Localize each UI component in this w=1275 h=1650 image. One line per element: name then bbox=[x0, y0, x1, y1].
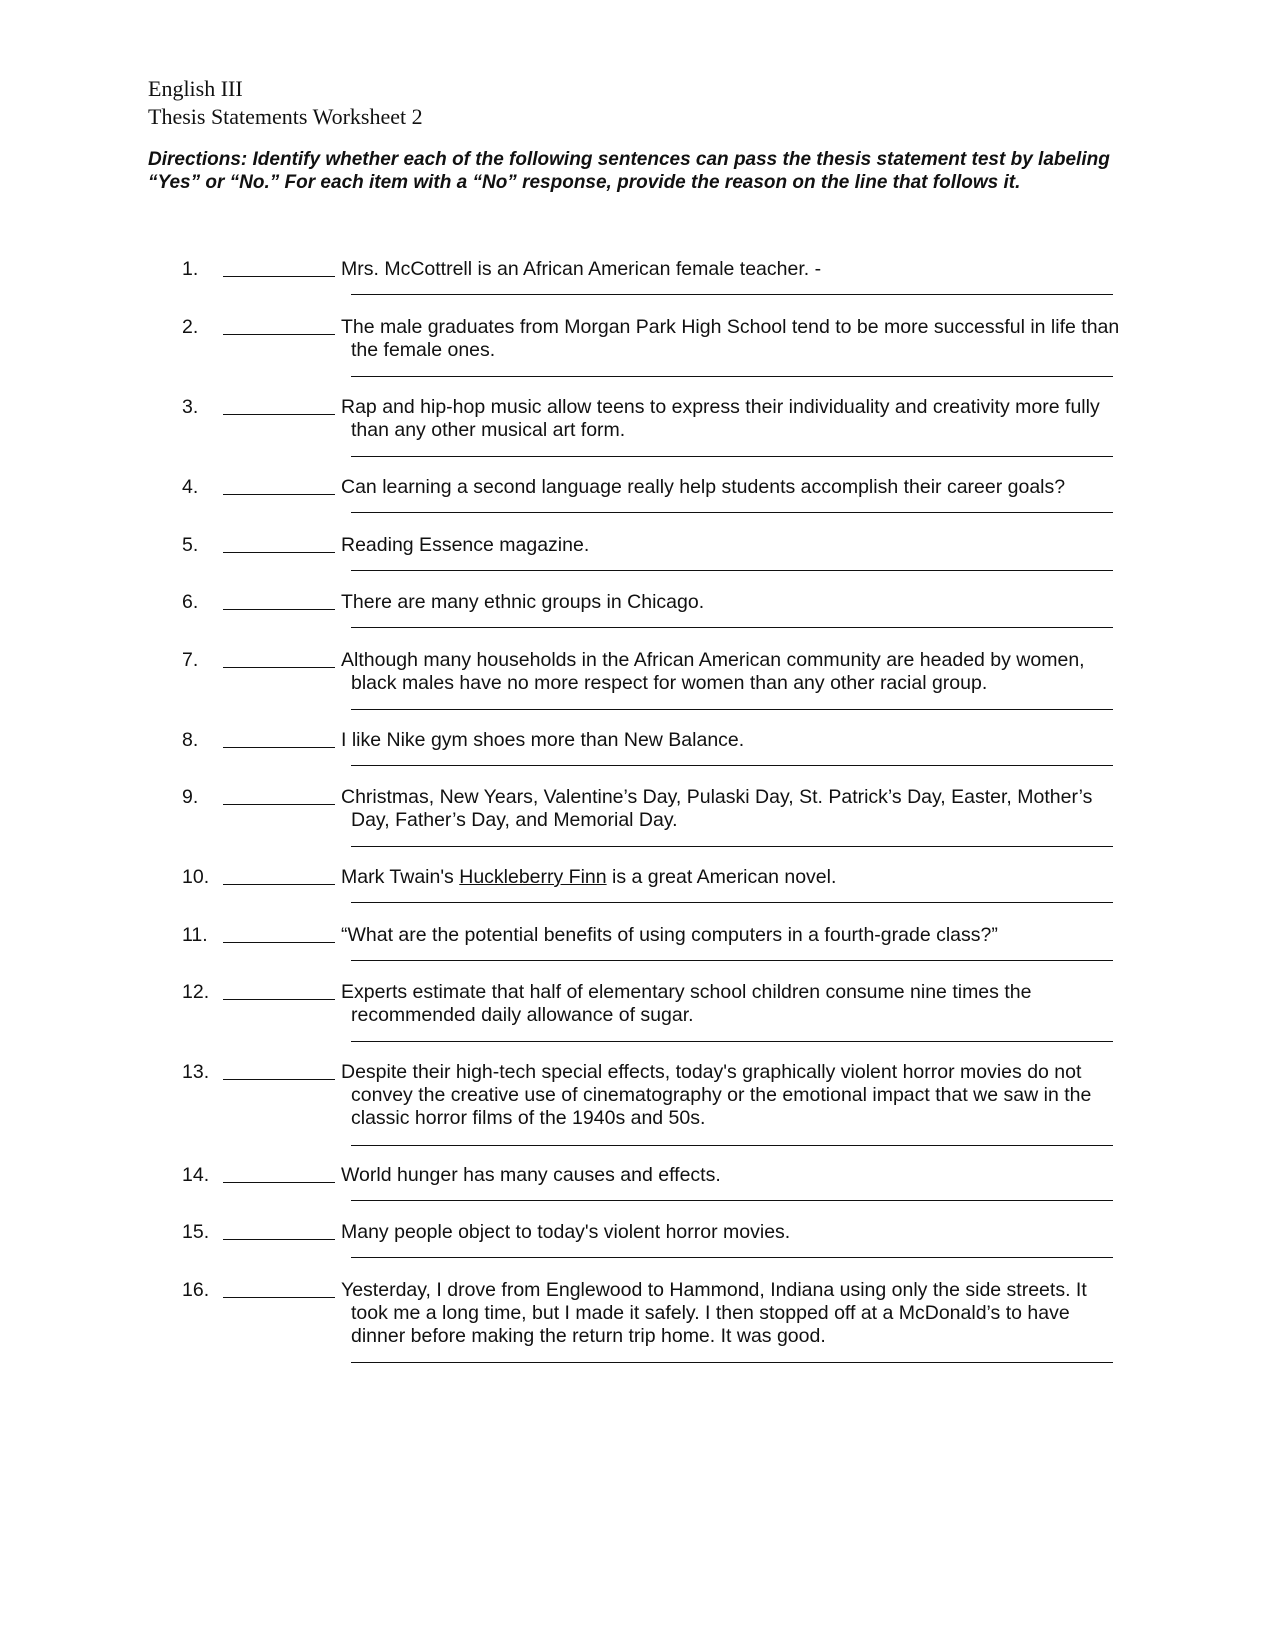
reason-line[interactable] bbox=[351, 709, 1113, 710]
answer-blank[interactable] bbox=[223, 747, 335, 748]
question-text bbox=[341, 866, 1126, 889]
question-text: I like Nike gym shoes more than New Balance. bbox=[341, 729, 745, 751]
answer-blank[interactable] bbox=[223, 276, 335, 277]
question-text: Christmas, New Years, Valentine’s Day, Pulaski Day, St. Patrick’s Day, Easter, Mother’s Day, Father’s Day, and Memorial Day. bbox=[341, 786, 1093, 831]
question-text: The male graduates from Morgan Park High School tend to be more successful in life than the female ones. bbox=[341, 316, 1120, 361]
question-number: 14. bbox=[182, 1164, 210, 1186]
answer-blank[interactable] bbox=[223, 1239, 335, 1240]
question-number: 5. bbox=[182, 534, 199, 556]
question-number: 13. bbox=[182, 1061, 210, 1083]
question-text: Can learning a second language really help students accomplish their career goals? bbox=[341, 476, 1066, 498]
directions: Directions: Identify whether each of the following sentences can pass the thesis statement test by labeling “Yes” or “No.” For each item with a “No” response, provide the reason on the line that follows it. bbox=[148, 149, 1110, 193]
question-number: 12. bbox=[182, 981, 210, 1003]
question-number: 3. bbox=[182, 396, 199, 418]
question-number: 11. bbox=[182, 924, 208, 946]
question-text: “What are the potential benefits of using computers in a fourth-grade class?” bbox=[341, 924, 998, 946]
question-text: Many people object to today's violent horror movies. bbox=[341, 1221, 791, 1243]
book-title: Huckleberry Finn bbox=[459, 866, 607, 888]
question-number: 6. bbox=[182, 591, 199, 613]
answer-blank[interactable] bbox=[223, 942, 335, 943]
reason-line[interactable] bbox=[351, 1200, 1113, 1201]
reason-line[interactable] bbox=[351, 456, 1113, 457]
question-text: Despite their high-tech special effects, today's graphically violent horror movies do not convey the creative use of cinematography or the emotional impact that we saw in the classic horror films of the 1940s and 50s. bbox=[341, 1061, 1092, 1129]
answer-blank[interactable] bbox=[223, 1182, 335, 1183]
reason-line[interactable] bbox=[351, 512, 1113, 513]
answer-blank[interactable] bbox=[223, 884, 335, 885]
question-number: 2. bbox=[182, 316, 199, 338]
reason-line[interactable] bbox=[351, 1362, 1113, 1363]
reason-line[interactable] bbox=[351, 294, 1113, 295]
reason-line[interactable] bbox=[351, 765, 1113, 766]
answer-blank[interactable] bbox=[223, 1079, 335, 1080]
question-text: World hunger has many causes and effects. bbox=[341, 1164, 721, 1186]
course-title: English III bbox=[148, 76, 243, 101]
question-number: 4. bbox=[182, 476, 199, 498]
question-text-start: Mark Twain's bbox=[341, 866, 460, 888]
reason-line[interactable] bbox=[351, 960, 1113, 961]
answer-blank[interactable] bbox=[223, 999, 335, 1000]
reason-line[interactable] bbox=[351, 846, 1113, 847]
answer-blank[interactable] bbox=[223, 334, 335, 335]
reason-line[interactable] bbox=[351, 570, 1113, 571]
question-text: Experts estimate that half of elementary school children consume nine times the recommended daily allowance of sugar. bbox=[341, 981, 1032, 1026]
question-number: 1. bbox=[182, 258, 199, 280]
question-text: Mrs. McCottrell is an African American female teacher. - bbox=[341, 258, 822, 280]
reason-line[interactable] bbox=[351, 902, 1113, 903]
answer-blank[interactable] bbox=[223, 494, 335, 495]
answer-blank[interactable] bbox=[223, 414, 335, 415]
question-number: 9. bbox=[182, 786, 199, 808]
reason-line[interactable] bbox=[351, 376, 1113, 377]
question-text: Rap and hip-hop music allow teens to express their individuality and creativity more fully than any other musical art form. bbox=[341, 396, 1100, 441]
reason-line[interactable] bbox=[351, 1257, 1113, 1258]
question-text: Yesterday, I drove from Englewood to Hammond, Indiana using only the side streets. It took me a long time, but I made it safely. I then stopped off at a McDonald’s to have dinner before making the return trip home. It was good. bbox=[341, 1279, 1087, 1347]
reason-line[interactable] bbox=[351, 627, 1113, 628]
answer-blank[interactable] bbox=[223, 667, 335, 668]
question-number: 8. bbox=[182, 729, 199, 751]
reason-line[interactable] bbox=[351, 1145, 1113, 1146]
question-text: There are many ethnic groups in Chicago. bbox=[341, 591, 705, 613]
question-number: 15. bbox=[182, 1221, 210, 1243]
question-text: Reading Essence magazine. bbox=[341, 534, 590, 556]
question-number: 7. bbox=[182, 649, 199, 671]
answer-blank[interactable] bbox=[223, 1297, 335, 1298]
question-number: 16. bbox=[182, 1279, 210, 1301]
question-text: Although many households in the African American community are headed by women, black males have no more respect for women than any other racial group. bbox=[341, 649, 1085, 694]
answer-blank[interactable] bbox=[223, 609, 335, 610]
answer-blank[interactable] bbox=[223, 804, 335, 805]
reason-line[interactable] bbox=[351, 1041, 1113, 1042]
worksheet-title: Thesis Statements Worksheet 2 bbox=[148, 104, 423, 129]
answer-blank[interactable] bbox=[223, 552, 335, 553]
question-text-end: is a great American novel. bbox=[606, 866, 837, 888]
question-number: 10. bbox=[182, 866, 210, 888]
